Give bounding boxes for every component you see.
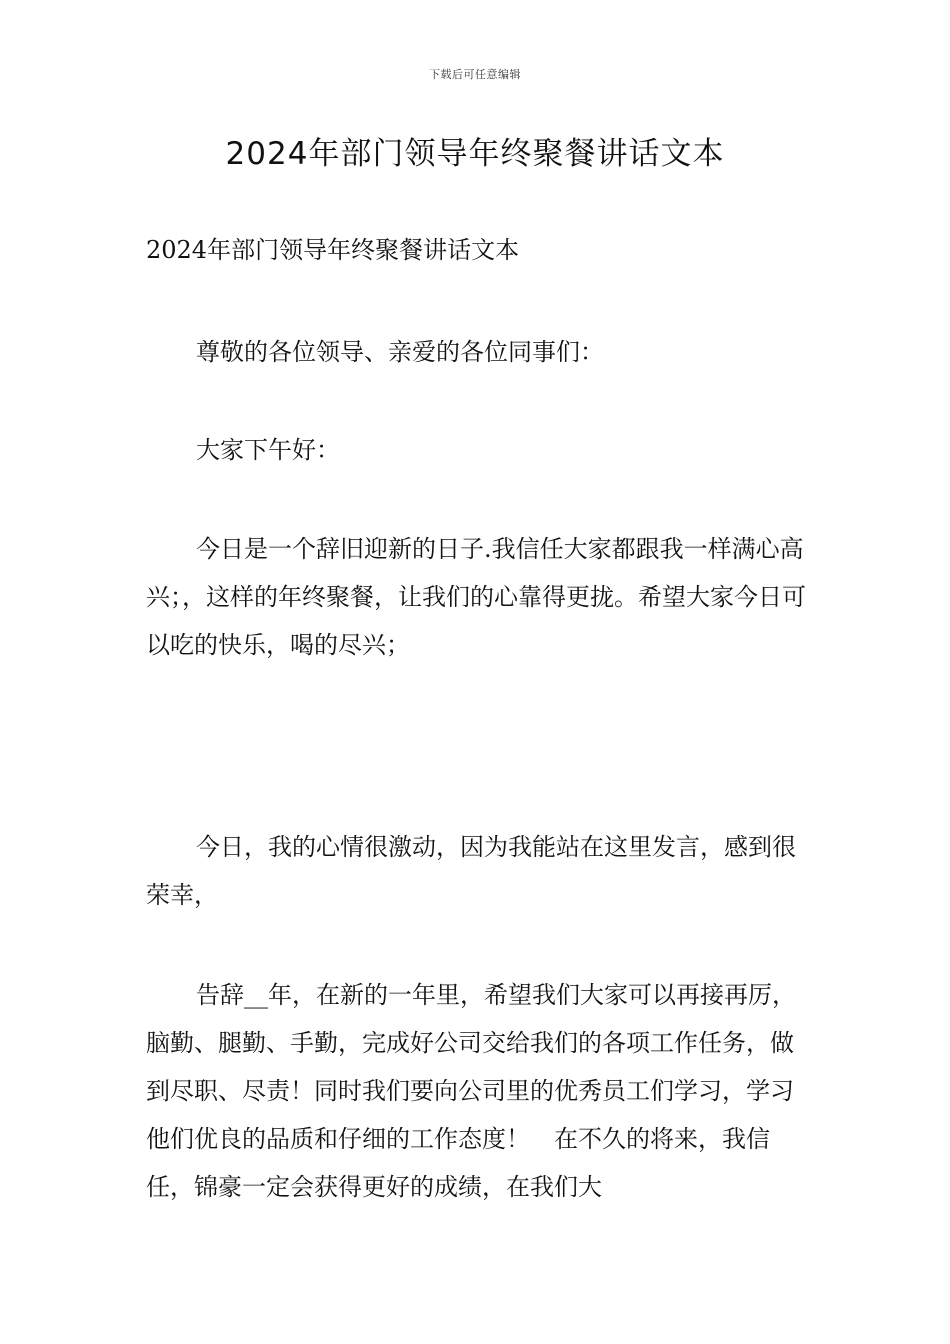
greeting: 大家下午好： [196, 436, 340, 464]
paragraph-1: 今日是一个辞旧迎新的日子.我信任大家都跟我一样满心高兴；，这样的年终聚餐，让我们的心靠得更拢。希望大家今日可以吃的快乐，喝的尽兴； [146, 535, 806, 659]
document-title: 2024年部门领导年终聚餐讲话文本 [225, 136, 725, 172]
header-note: 下载后可任意编辑 [429, 68, 521, 81]
paragraph-3: 告辞__年，在新的一年里，希望我们大家可以再接再厉，脑勤、腿勤、手勤，完成好公司交给我们的各项工作任务，做到尽职、尽责！同时我们要向公司里的优秀员工们学习，学习他们优良的品质和仔细的工作态度！ 在不久的将来，我信任，锦豪一定会获得更好的成绩，在我们大 [146, 981, 796, 1201]
salutation: 尊敬的各位领导、亲爱的各位同事们： [196, 338, 604, 366]
paragraph-2: 今日，我的心情很激动，因为我能站在这里发言，感到很荣幸， [146, 833, 796, 909]
document-subtitle: 2024年部门领导年终聚餐讲话文本 [146, 236, 520, 264]
